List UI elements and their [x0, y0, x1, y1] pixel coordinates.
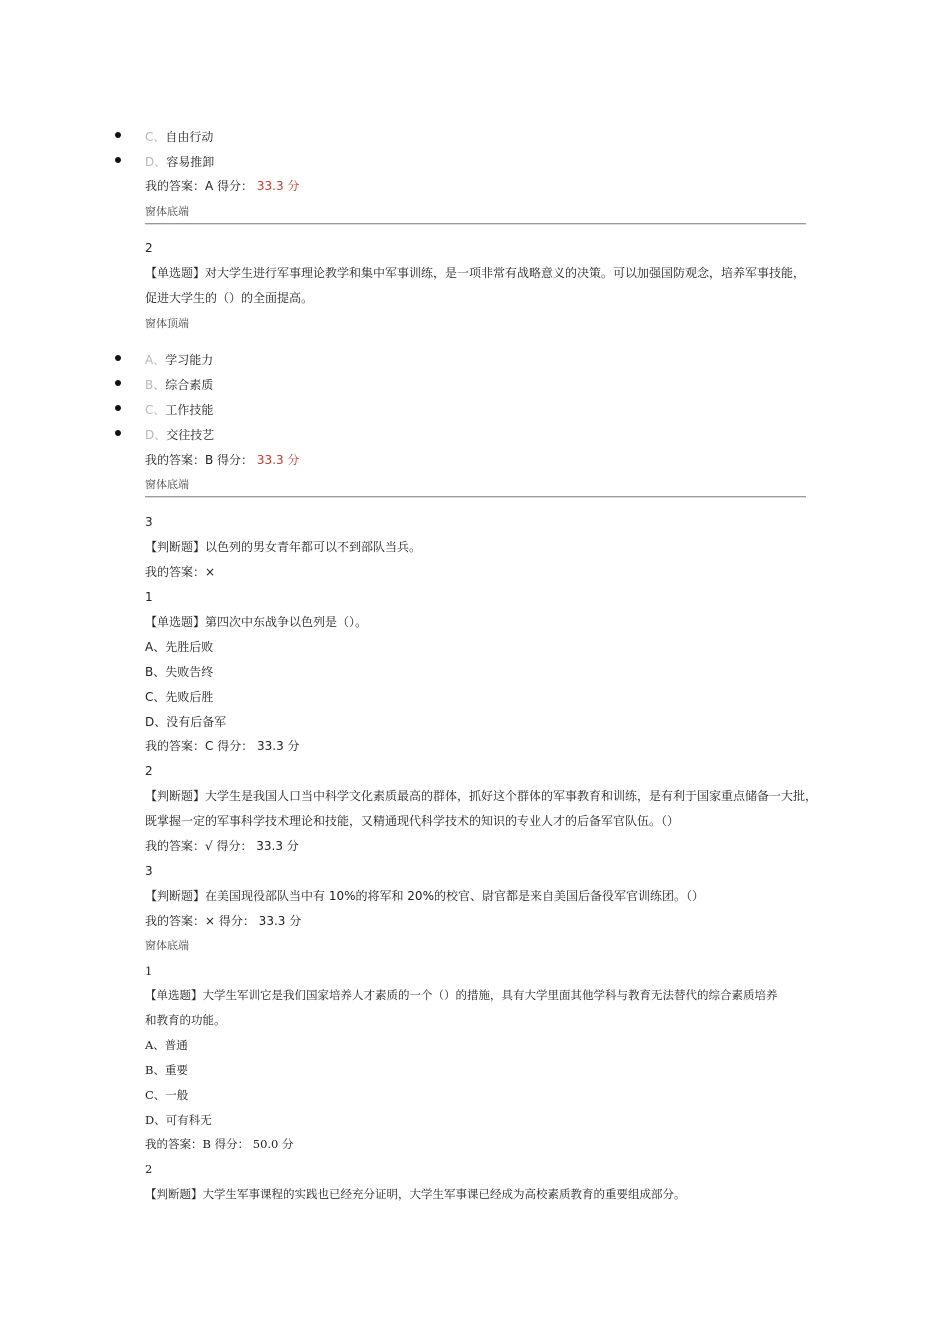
option-text: 交往技艺: [166, 428, 215, 442]
my-answer: 我的答案：× 得分： 33.3 分: [145, 914, 302, 928]
my-answer: [145, 452, 299, 468]
option-b[interactable]: [145, 377, 213, 393]
option-b: B、重要: [145, 1063, 188, 1077]
option-d[interactable]: [145, 154, 214, 170]
question-text-line2: 既掌握一定的军事科学技术理论和技能，又精通现代科学技术的知识的专业人才的后备军官队伍。（）: [145, 814, 680, 828]
option-text: 容易推卸: [166, 155, 215, 169]
my-answer: 我的答案：C 得分： 33.3 分: [145, 739, 300, 753]
option-d: D、没有后备军: [145, 715, 227, 729]
divider: [145, 223, 806, 224]
question-text: 【判断题】以色列的男女青年都可以不到部队当兵。: [145, 540, 422, 554]
form-bottom-label: 窗体底端: [145, 478, 189, 491]
option-text: 学习能力: [165, 353, 214, 367]
form-top-label: 窗体顶端: [145, 317, 189, 330]
question-text-line1: 【单选题】对大学生进行军事理论教学和集中军事训练，是一项非常有战略意义的决策。可以加强国防观念，培养军事技能，: [145, 266, 806, 280]
answer-score: 33.3 分: [256, 453, 300, 467]
question-number: 2: [145, 241, 153, 255]
option-letter: C、: [145, 130, 166, 144]
option-letter: B、: [145, 378, 166, 392]
option-a: A、先胜后败: [145, 640, 214, 654]
option-text: 综合素质: [165, 378, 214, 392]
divider: [145, 496, 806, 497]
bullet: [115, 157, 121, 163]
option-a[interactable]: [145, 352, 213, 368]
option-d[interactable]: [145, 427, 214, 443]
option-letter: D、: [145, 155, 167, 169]
question-text-line1: 【判断题】大学生是我国人口当中科学文化素质最高的群体，抓好这个群体的军事教育和训练，是有利于国家重点储备一大批，: [145, 789, 818, 803]
question-text: 【判断题】在美国现役部队当中有 10%的将军和 20%的校官、尉官都是来自美国后备役军官训练团。（）: [145, 889, 704, 903]
option-c[interactable]: [145, 129, 213, 145]
question-text-line1: 【单选题】大学生军训它是我们国家培养人才素质的一个（）的措施，具有大学里面其他学科与教育无法替代的综合素质培养: [145, 988, 778, 1002]
question-text-line2: 和教育的功能。: [145, 1013, 226, 1027]
option-text: 工作技能: [165, 403, 214, 417]
my-answer: 我的答案：×: [145, 565, 216, 579]
option-c: C、一般: [145, 1088, 189, 1102]
question-text: 【单选题】第四次中东战争以色列是（）。: [145, 615, 368, 629]
form-bottom-label: 窗体底端: [145, 939, 189, 952]
option-letter: D、: [145, 428, 167, 442]
answer-score: 33.3 分: [256, 179, 300, 193]
option-a: A、普通: [145, 1038, 188, 1052]
my-answer: [145, 178, 299, 194]
bullet: [115, 355, 121, 361]
form-bottom-label: 窗体底端: [145, 205, 189, 218]
question-number: 1: [145, 590, 153, 604]
option-c[interactable]: [145, 402, 213, 418]
question-number: 2: [145, 764, 153, 778]
my-answer: 我的答案：B 得分： 50.0 分: [145, 1137, 294, 1151]
question-number: 2: [145, 1162, 153, 1176]
bullet: [115, 380, 121, 386]
option-c: C、先败后胜: [145, 690, 214, 704]
answer-label: 我的答案：A 得分：: [145, 179, 254, 193]
bullet: [115, 430, 121, 436]
question-number: 3: [145, 864, 153, 878]
option-b: B、失败告终: [145, 665, 214, 679]
option-d: D、可有科无: [145, 1113, 212, 1127]
option-text: 自由行动: [165, 130, 214, 144]
question-number: 1: [145, 964, 153, 978]
question-number: 3: [145, 515, 153, 529]
bullet: [115, 405, 121, 411]
question-text-line2: 促进大学生的（）的全面提高。: [145, 291, 314, 305]
question-text: 【判断题】大学生军事课程的实践也已经充分证明，大学生军事课已经成为高校素质教育的重要组成部分。: [145, 1187, 686, 1201]
option-letter: C、: [145, 403, 166, 417]
bullet: [115, 132, 121, 138]
my-answer: 我的答案：√ 得分： 33.3 分: [145, 839, 299, 853]
option-letter: A、: [145, 353, 166, 367]
answer-label: 我的答案：B 得分：: [145, 453, 254, 467]
